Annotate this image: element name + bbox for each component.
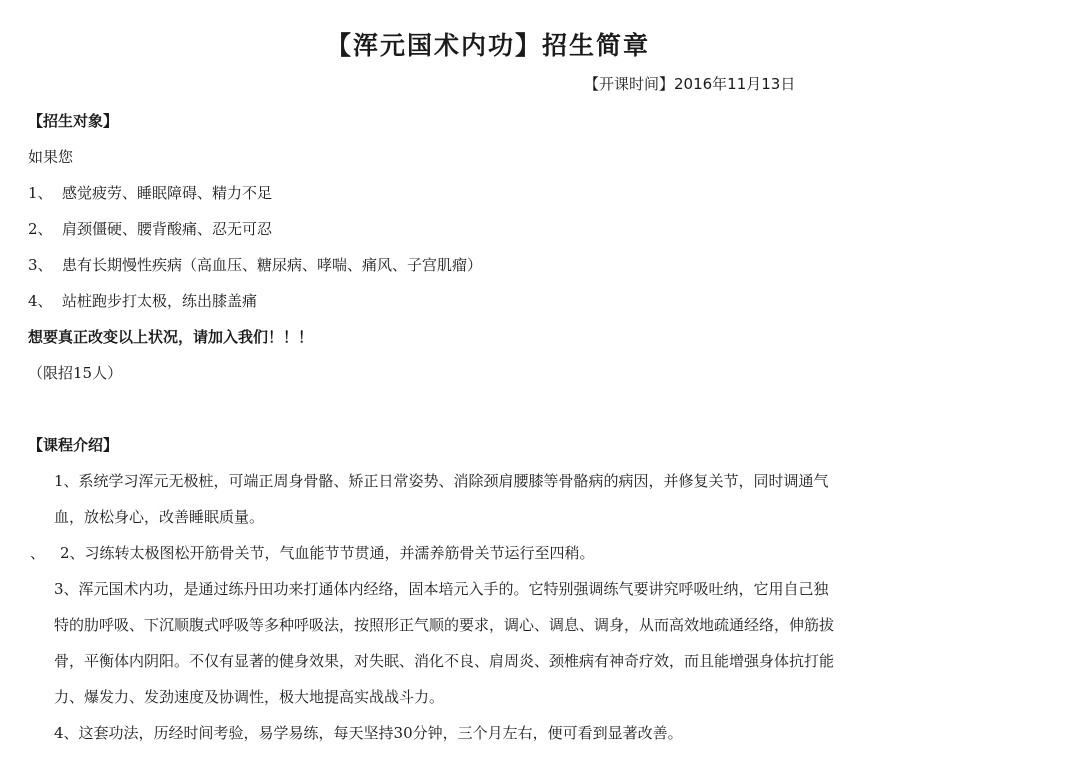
item-text: 患有长期慢性疾病（高血压、糖尿病、哮喘、痛风、子宫肌瘤） — [62, 256, 483, 274]
start-date: 【开课时间】2016年11月13日 — [584, 75, 796, 93]
target-heading: 【招生对象】 — [28, 112, 119, 130]
item-number: 2、 — [28, 220, 53, 238]
target-intro: 如果您 — [28, 148, 74, 166]
target-item — [28, 218, 272, 239]
item-text: 感觉疲劳、睡眠障碍、精力不足 — [62, 184, 273, 202]
course-paragraph-3-cont: 特的肋呼吸、下沉顺腹式呼吸等多种呼吸法，按照形正气顺的要求，调心、调息、调身，从而高效地疏通经络，伸筋拔 — [54, 616, 835, 634]
page-title: 【浑元国术内功】招生简章 — [326, 31, 651, 60]
stray-mark: 、 — [30, 544, 46, 562]
course-paragraph-3-cont: 力、爆发力、发劲速度及协调性，极大地提高实战战斗力。 — [54, 688, 445, 706]
course-paragraph-1-cont: 血，放松身心，改善睡眠质量。 — [54, 508, 265, 526]
target-item — [28, 254, 482, 275]
call-to-action: 想要真正改变以上状况，请加入我们！！！ — [28, 328, 314, 346]
course-paragraph-3-cont: 骨，平衡体内阴阳。不仅有显著的健身效果，对失眠、消化不良、肩周炎、颈椎病有神奇疗效，而且能增强身体抗打能 — [54, 652, 835, 670]
course-paragraph-1: 1、系统学习浑元无极桩，可端正周身骨骼、矫正日常姿势、消除颈肩腰膝等骨骼病的病因，并修复关节，同时调通气 — [54, 472, 829, 490]
target-item — [28, 182, 272, 203]
item-text: 站桩跑步打太极，练出膝盖痛 — [62, 292, 258, 310]
course-paragraph-2: 2、习练转太极图松开筋骨关节，气血能节节贯通，并濡养筋骨关节运行至四稍。 — [60, 544, 595, 562]
item-number: 4、 — [28, 292, 53, 310]
target-item — [28, 290, 257, 311]
item-number: 1、 — [28, 184, 53, 202]
item-number: 3、 — [28, 256, 53, 274]
item-text: 肩颈僵硬、腰背酸痛、忍无可忍 — [62, 220, 273, 238]
course-paragraph-3: 3、浑元国术内功，是通过练丹田功来打通体内经络，固本培元入手的。它特别强调练气要讲究呼吸吐纳，它用自己独 — [54, 580, 829, 598]
course-heading: 【课程介绍】 — [28, 436, 119, 454]
enrollment-limit: （限招15人） — [28, 364, 123, 382]
course-paragraph-4: 4、这套功法，历经时间考验，易学易练，每天坚持30分钟，三个月左右，便可看到显著改善。 — [54, 724, 683, 742]
